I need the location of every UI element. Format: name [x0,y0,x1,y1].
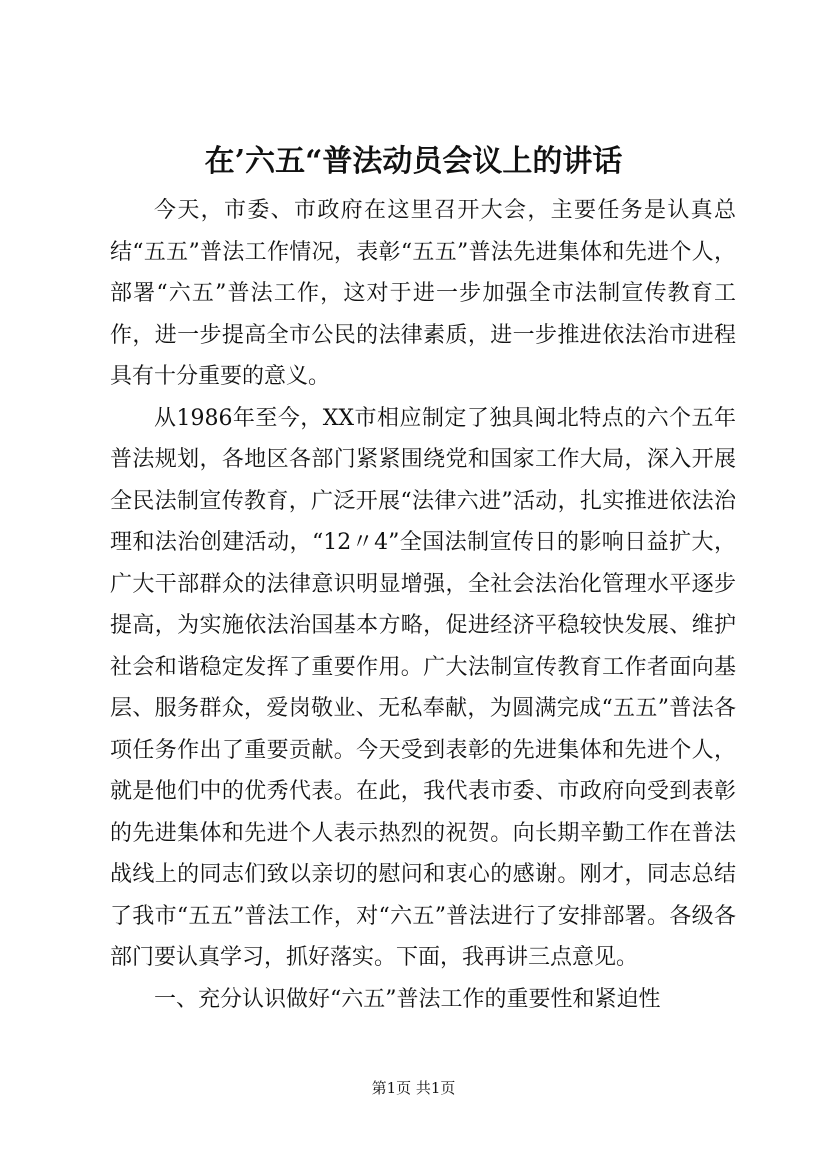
page-footer: 第1页 共1页 [371,1079,456,1097]
paragraph-history: 从1986年至今，XX市相应制定了独具闽北特点的六个五年普法规划，各地区各部门紧紧围绕党和国家工作大局，深入开展全民法制宣传教育，广泛开展“法律六进”活动，扎实推进依法治理和法治创建活动，“12〃4”全国法制宣传日的影响日益扩大，广大干部群众的法律意识明显增强，全社会法治化管理水平逐步提高，为实施依法治国基本方略，促进经济平稳较快发展、维护社会和谐稳定发挥了重要作用。广大法制宣传教育工作者面向基层、服务群众，爱岗敬业、无私奉献，为圆满完成“五五”普法各项任务作出了重要贡献。今天受到表彰的先进集体和先进个人，就是他们中的优秀代表。在此，我代表市委、市政府向受到表彰的先进集体和先进个人表示热烈的祝贺。向长期辛勤工作在普法战线上的同志们致以亲切的慰问和衷心的感谢。刚才，同志总结了我市“五五”普法工作，对“六五”普法进行了安排部署。各级各部门要认真学习，抓好落实。下面，我再讲三点意见。 [110,405,736,970]
document-body [110,190,736,1020]
paragraph-intro: 今天，市委、市政府在这里召开大会，主要任务是认真总结“五五”普法工作情况，表彰“五五”普法先进集体和先进个人，部署“六五”普法工作，这对于进一步加强全市法制宣传教育工作，进一步提高全市公民的法律素质，进一步推进依法治市进程具有十分重要的意义。 [110,198,736,389]
document-title: 在’六五“普法动员会议上的讲话 [204,144,623,179]
section-heading: 一、充分认识做好“六五”普法工作的重要性和紧迫性 [154,986,661,1012]
